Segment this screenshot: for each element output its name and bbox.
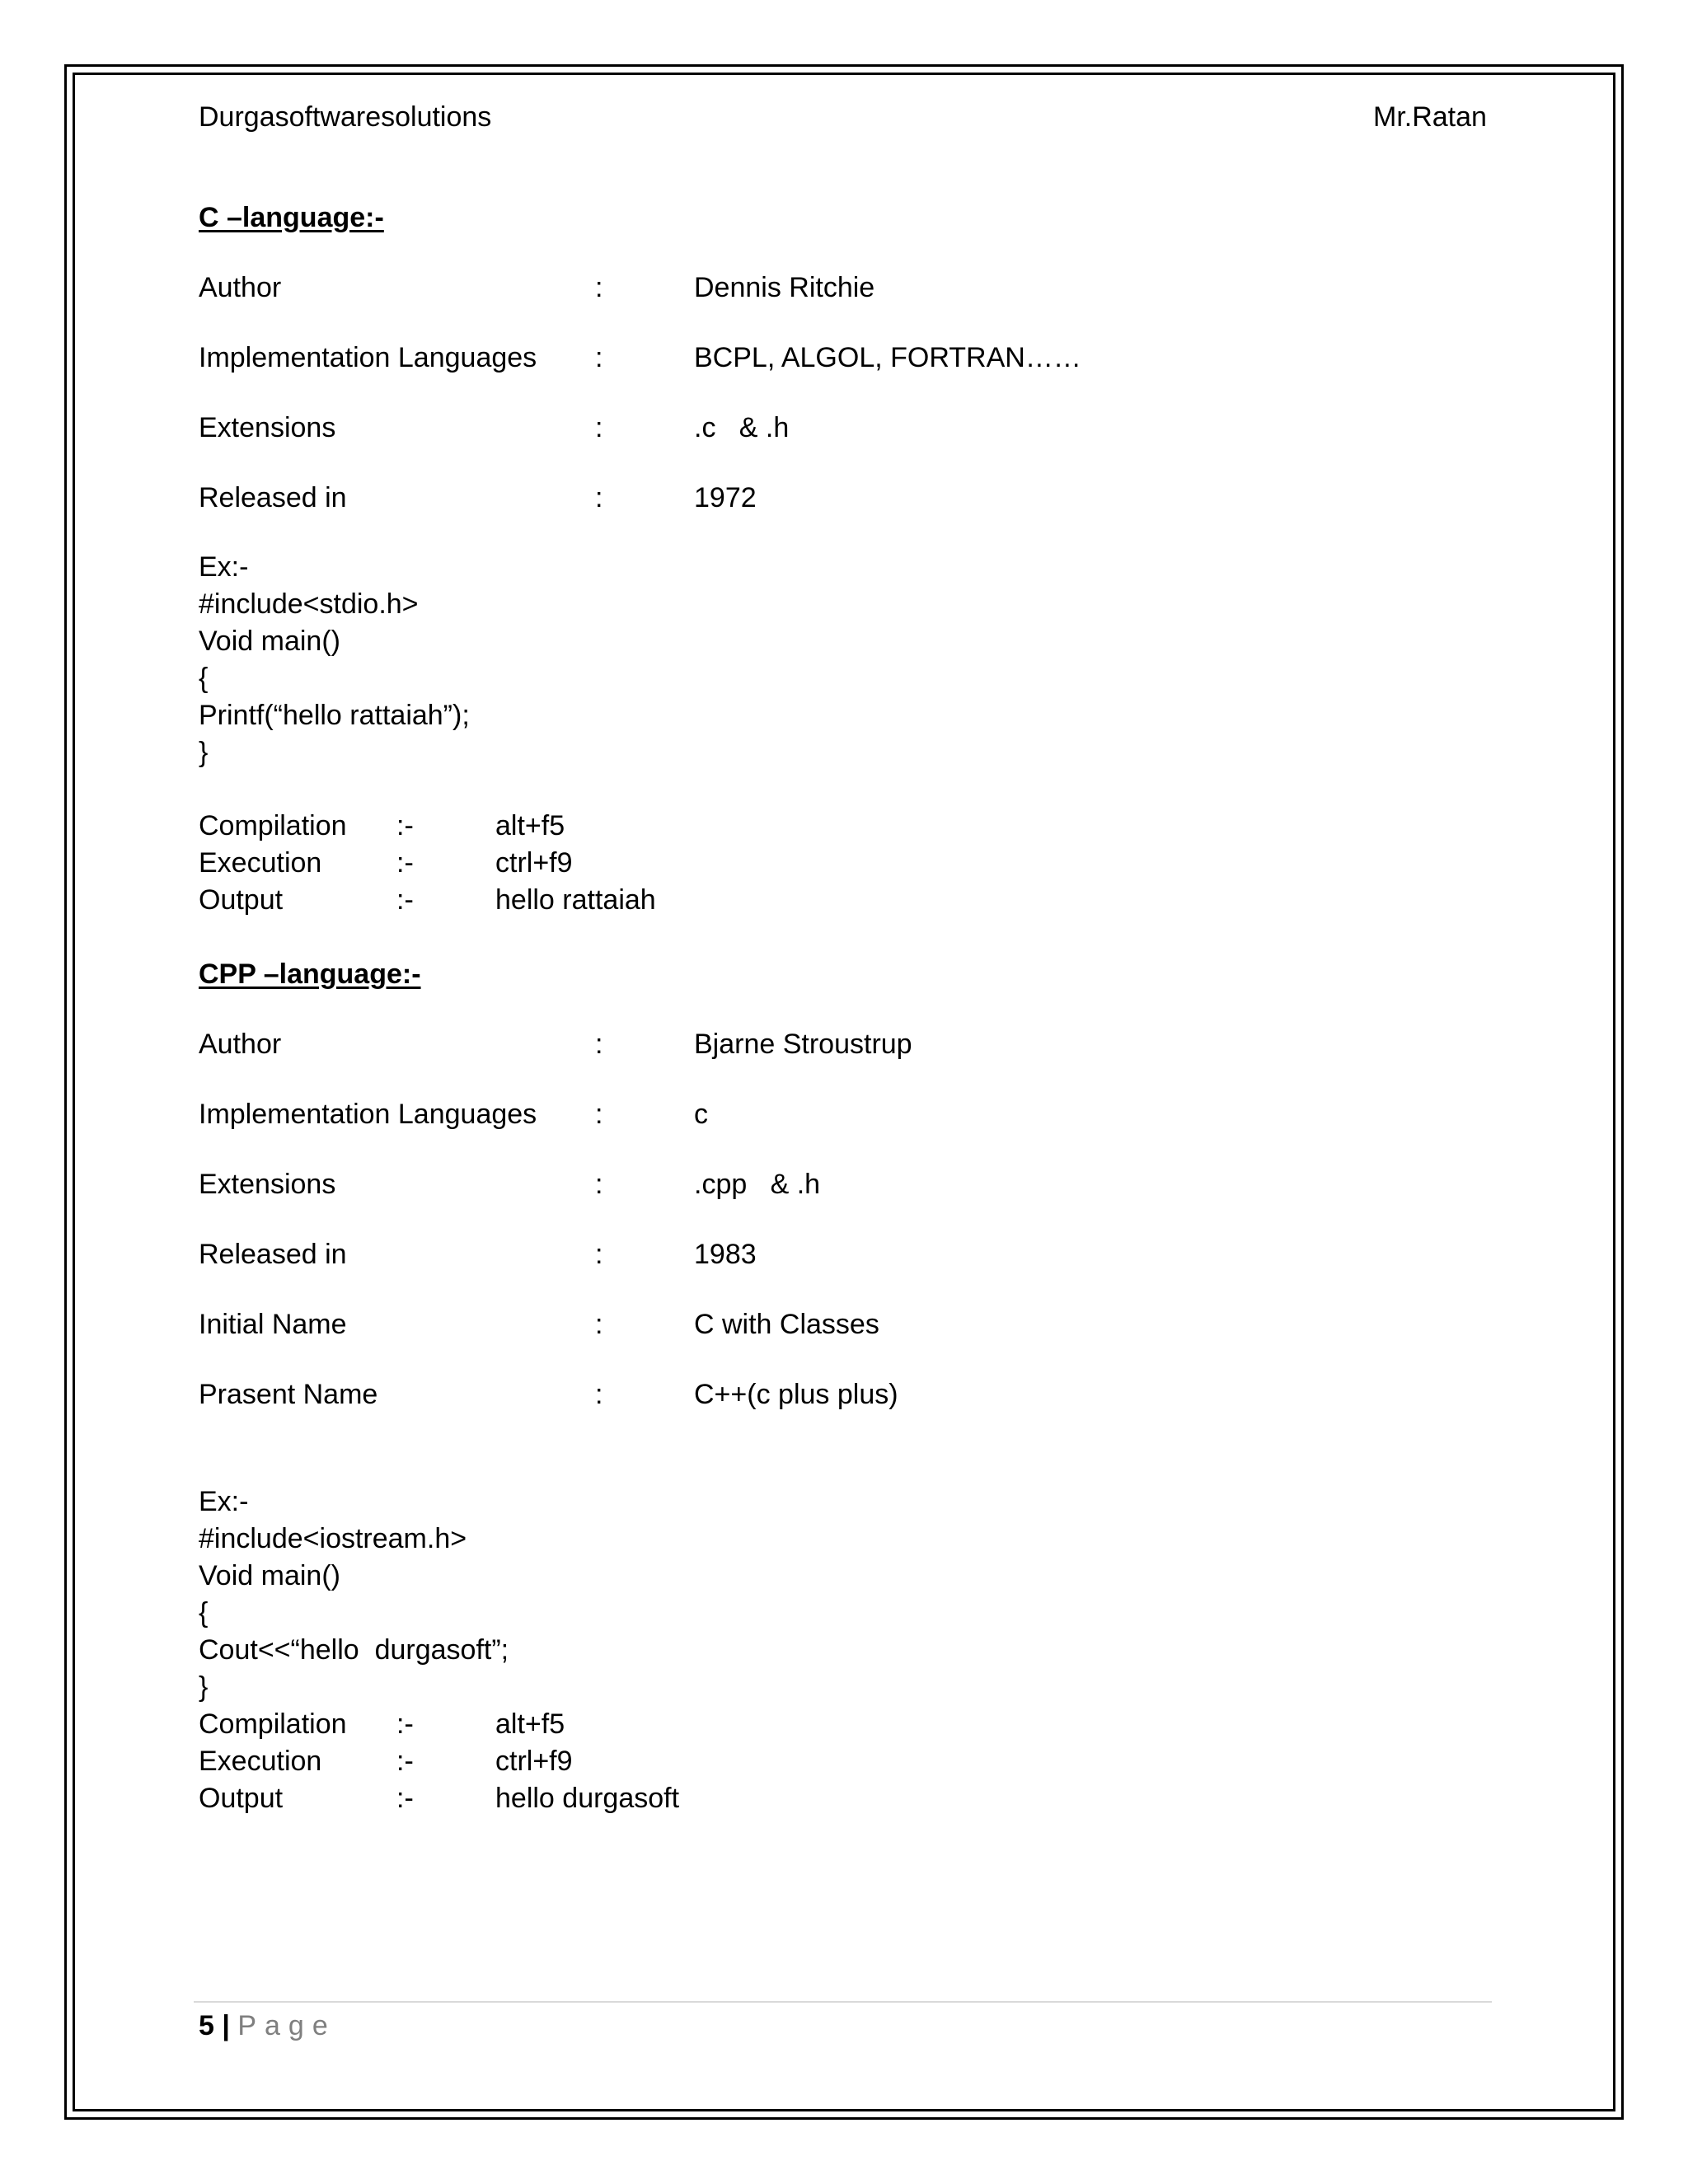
row-value: Dennis Ritchie <box>694 272 875 303</box>
row-sep: : <box>595 1239 603 1270</box>
run-key: Output <box>199 884 284 916</box>
run-key: Execution <box>199 1746 322 1777</box>
run-sep: :- <box>396 1746 414 1777</box>
cpp-row-extensions <box>199 1166 1435 1203</box>
row-value: c <box>694 1099 708 1130</box>
run-value: alt+f5 <box>495 810 565 841</box>
run-key: Compilation <box>199 810 347 841</box>
c-code-example <box>199 549 470 771</box>
run-value: ctrl+f9 <box>495 847 573 879</box>
row-key: Prasent Name <box>199 1379 378 1410</box>
page-separator: | <box>222 2010 230 2041</box>
cpp-language-heading: CPP –language:- <box>199 958 421 990</box>
c-run-compilation <box>199 808 1023 845</box>
cpp-row-released <box>199 1236 1435 1273</box>
c-run-execution <box>199 845 1023 882</box>
page-footer <box>199 2008 336 2045</box>
run-key: Compilation <box>199 1708 347 1740</box>
row-key: Author <box>199 272 282 303</box>
code-line: #include<stdio.h> <box>199 588 419 620</box>
cpp-row-author <box>199 1026 1435 1063</box>
row-sep: : <box>595 272 603 303</box>
row-key: Implementation Languages <box>199 1099 537 1130</box>
row-value: 1972 <box>694 482 757 513</box>
cpp-run-output <box>199 1780 1023 1817</box>
c-row-released <box>199 480 1435 517</box>
cpp-row-impl <box>199 1096 1435 1133</box>
row-key: Extensions <box>199 1169 336 1200</box>
cpp-row-present-name <box>199 1376 1435 1413</box>
run-key: Execution <box>199 847 322 879</box>
cpp-run-execution <box>199 1743 1023 1780</box>
cpp-code-example <box>199 1483 509 1706</box>
row-key: Released in <box>199 482 347 513</box>
row-sep: : <box>595 342 603 373</box>
c-row-author <box>199 269 1435 307</box>
code-line: Ex:- <box>199 551 249 583</box>
row-key: Initial Name <box>199 1309 347 1340</box>
row-sep: : <box>595 482 603 513</box>
row-value: .c & .h <box>694 412 790 443</box>
code-line: Printf(“hello rattaiah”); <box>199 700 470 731</box>
row-value: C with Classes <box>694 1309 879 1340</box>
run-sep: :- <box>396 847 414 879</box>
code-line: } <box>199 737 209 768</box>
c-run-output <box>199 882 1023 919</box>
run-value: hello durgasoft <box>495 1783 680 1814</box>
row-sep: : <box>595 412 603 443</box>
row-sep: : <box>595 1309 603 1340</box>
header-company: Durgasoftwaresolutions <box>199 101 492 133</box>
code-line: { <box>199 663 209 694</box>
run-sep: :- <box>396 1783 414 1814</box>
run-sep: :- <box>396 884 414 916</box>
row-key: Implementation Languages <box>199 342 537 373</box>
row-value: Bjarne Stroustrup <box>694 1029 912 1060</box>
code-line: #include<iostream.h> <box>199 1523 467 1554</box>
page-label: Page <box>237 2010 336 2041</box>
code-line: Void main() <box>199 1560 340 1591</box>
run-sep: :- <box>396 1708 414 1740</box>
row-sep: : <box>595 1099 603 1130</box>
row-value: .cpp & .h <box>694 1169 821 1200</box>
run-sep: :- <box>396 810 414 841</box>
run-value: hello rattaiah <box>495 884 656 916</box>
c-row-impl <box>199 340 1435 377</box>
row-value: 1983 <box>694 1239 757 1270</box>
c-language-heading: C –language:- <box>199 202 384 233</box>
cpp-run-compilation <box>199 1706 1023 1743</box>
footer-divider <box>194 2001 1492 2003</box>
row-sep: : <box>595 1379 603 1410</box>
c-row-extensions <box>199 410 1435 447</box>
row-sep: : <box>595 1169 603 1200</box>
run-value: alt+f5 <box>495 1708 565 1740</box>
code-line: Cout<<“hello durgasoft”; <box>199 1634 509 1666</box>
page-number: 5 <box>199 2010 214 2041</box>
code-line: } <box>199 1671 209 1703</box>
row-sep: : <box>595 1029 603 1060</box>
run-key: Output <box>199 1783 284 1814</box>
run-value: ctrl+f9 <box>495 1746 573 1777</box>
code-line: Ex:- <box>199 1486 249 1517</box>
cpp-row-initial-name <box>199 1306 1435 1343</box>
row-value: BCPL, ALGOL, FORTRAN…… <box>694 342 1081 373</box>
row-key: Released in <box>199 1239 347 1270</box>
header-author: Mr.Ratan <box>1373 101 1487 133</box>
code-line: Void main() <box>199 626 340 657</box>
code-line: { <box>199 1597 209 1629</box>
row-value: C++(c plus plus) <box>694 1379 898 1410</box>
row-key: Extensions <box>199 412 336 443</box>
row-key: Author <box>199 1029 282 1060</box>
